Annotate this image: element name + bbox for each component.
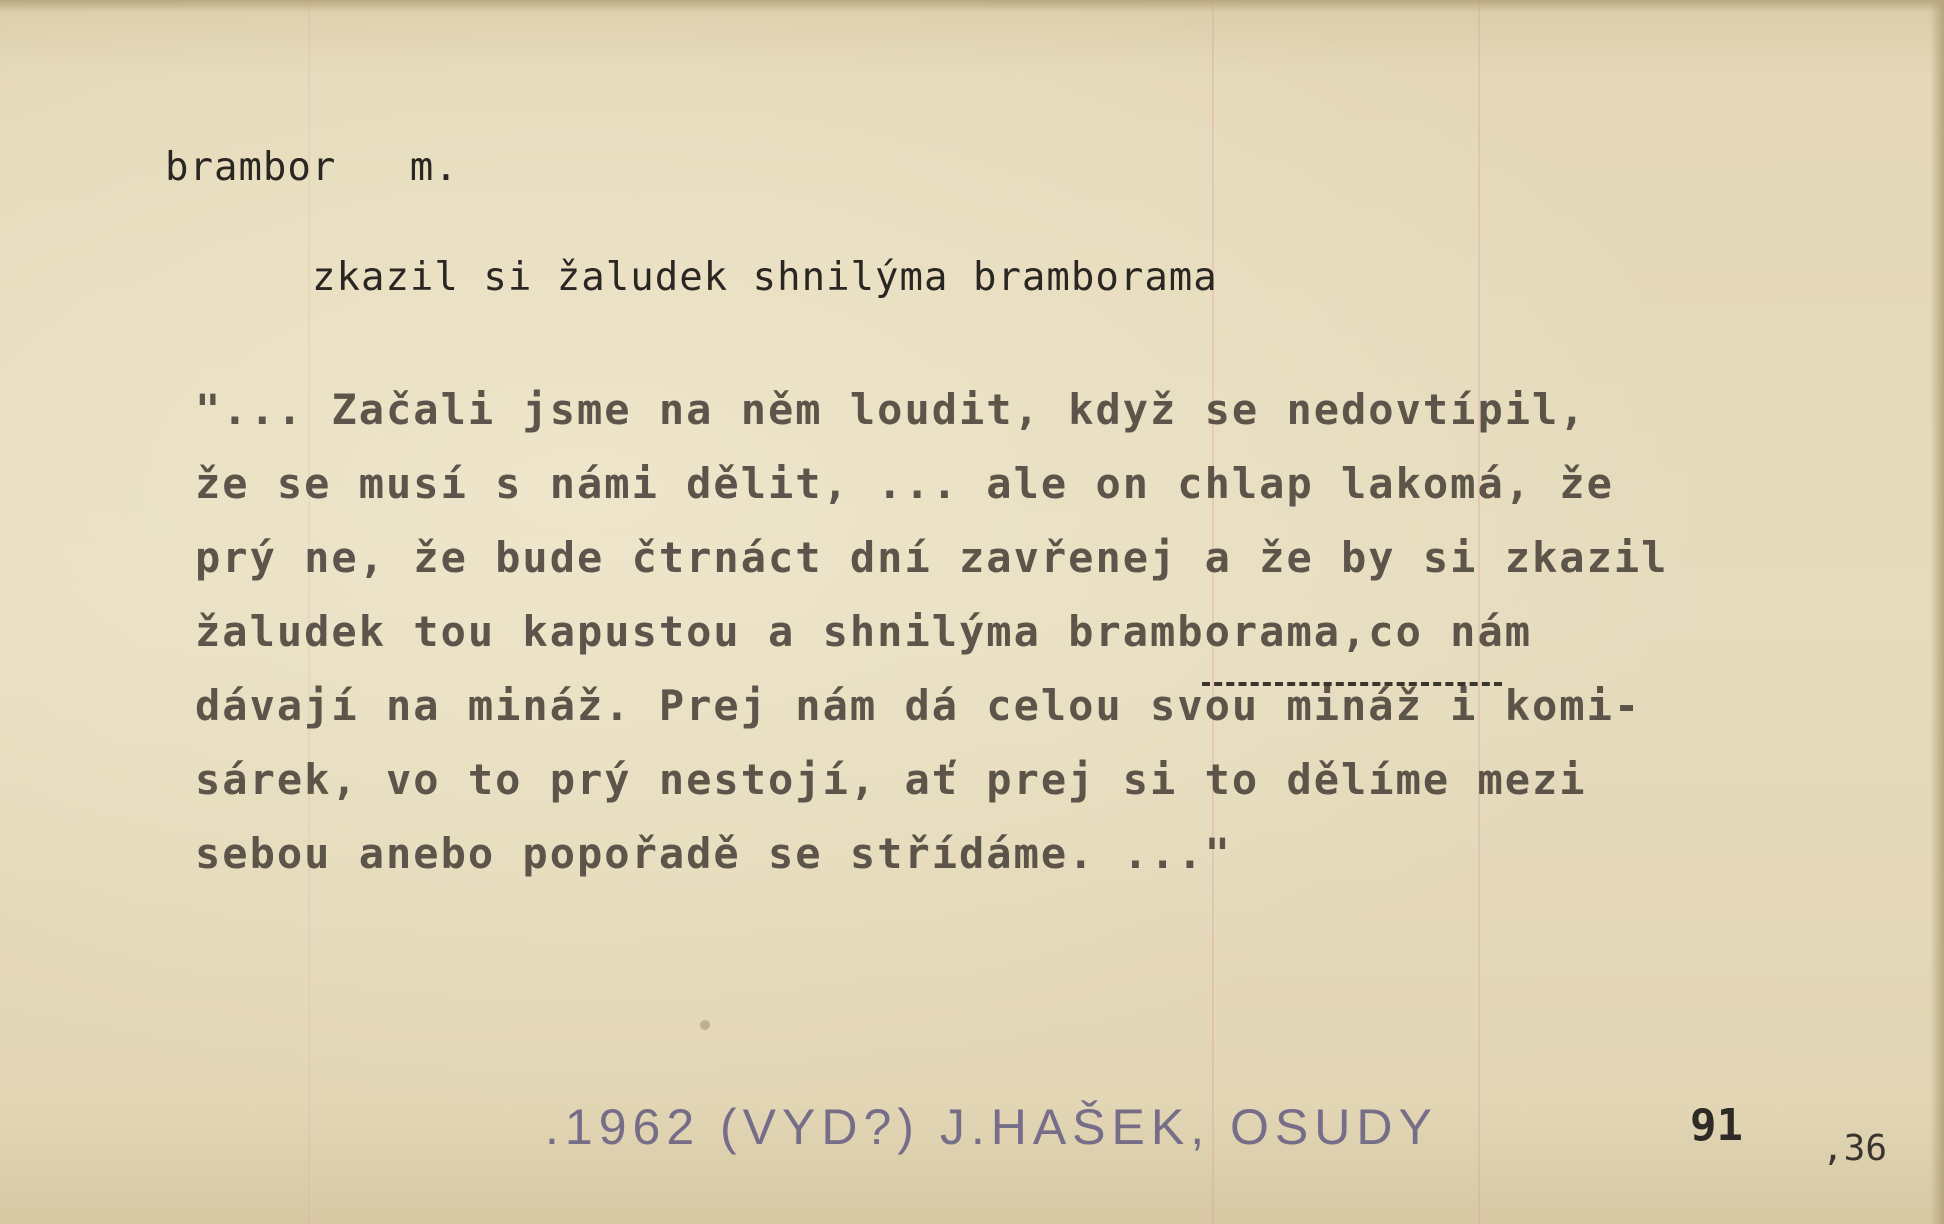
quote-line: dávají na mináž. Prej nám dá celou svou mináž i komi- — [195, 681, 1642, 730]
quote-line: sebou anebo popořadě se střídáme. ..." — [195, 829, 1232, 878]
page-number: 91 — [1690, 1100, 1743, 1151]
quote-line: prý ne, že bude čtrnáct dní zavřenej a že by si zkazil — [195, 533, 1669, 582]
headword: brambor m. — [165, 145, 459, 190]
quote-line: "... Začali jsme na něm loudit, když se nedovtípil, — [195, 385, 1587, 434]
example-phrase: zkazil si žaludek shnilýma bramborama — [312, 255, 1218, 300]
card-right-edge — [1930, 0, 1944, 1224]
quote-line: žaludek tou kapustou a shnilýma bramborama,co nám — [195, 607, 1533, 656]
word-underline — [1202, 682, 1502, 686]
paper-smudge — [700, 1020, 710, 1030]
source-stamp: .1962 (VYD?) J.HAŠEK, OSUDY — [545, 1099, 1438, 1155]
card-top-edge — [0, 0, 1944, 12]
quote-line: že se musí s námi dělit, ... ale on chlap lakomá, že — [195, 459, 1614, 508]
reference-number: ,36 — [1822, 1128, 1888, 1169]
quote-line: sárek, vo to prý nestojí, ať prej si to dělíme mezi — [195, 755, 1587, 804]
